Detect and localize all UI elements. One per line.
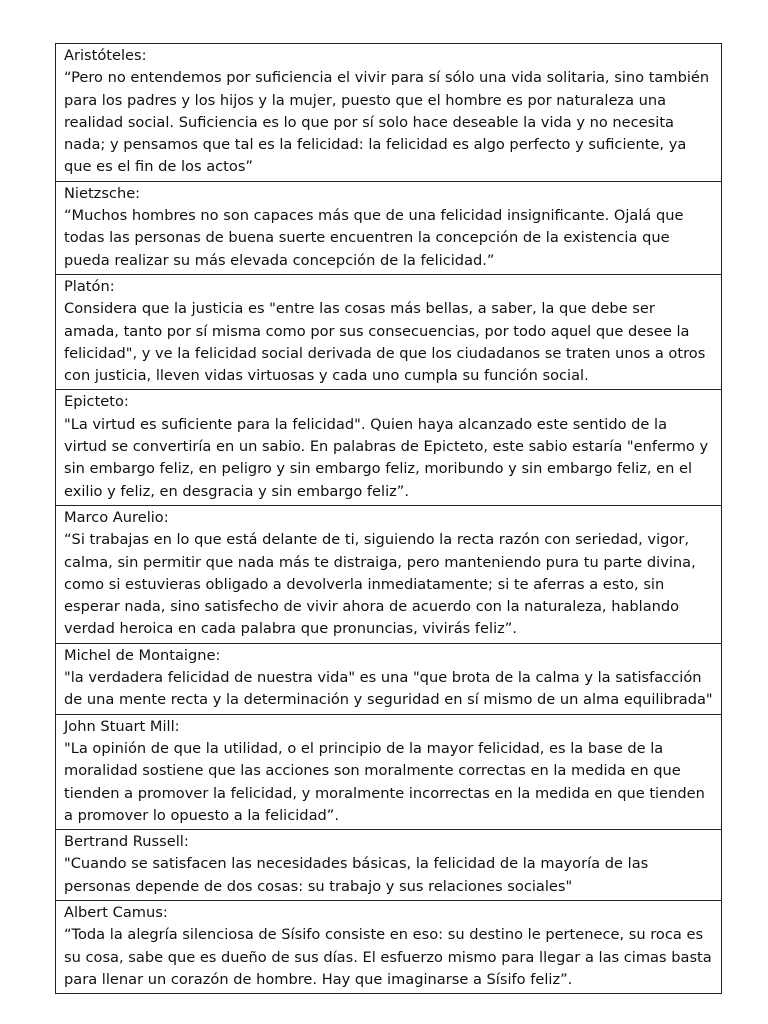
entry-quote: "la verdadera felicidad de nuestra vida" es una "que brota de la calma y la satisfacción de una mente recta y la determinación y seguridad en sí mismo de un alma equilibrada" — [64, 669, 713, 709]
entry-montaigne — [56, 643, 721, 714]
entry-aristoteles — [56, 44, 721, 181]
entry-author: Aristóteles: — [64, 47, 147, 64]
entry-russell — [56, 829, 721, 900]
entry-quote: "La virtud es suficiente para la felicidad". Quien haya alcanzado este sentido de la virtud se convertiría en un sabio. En palabras de Epicteto, este sabio estaría "enfermo y sin embargo feliz, en peligro y sin embargo feliz, moribundo y sin embargo feliz, en el exilio y feliz, en desgracia y sin embargo feliz”. — [64, 415, 709, 500]
entry-author: John Stuart Mill: — [64, 717, 180, 735]
entry-quote: “Toda la alegría silenciosa de Sísifo consiste en eso: su destino le pertenece, su roca es su cosa, sabe que es dueño de sus días. El esfuerzo mismo para llegar a las cimas basta para llenar un corazón de hombre. Hay que imaginarse a Sísifo feliz”. — [64, 926, 712, 988]
entry-author: Epicteto: — [64, 393, 129, 411]
entry-quote: “Muchos hombres no son capaces más que de una felicidad insignificante. Ojalá que todas las personas de buena suerte encuentren la concepción de la existencia que pueda realizar su más elevada concepción de la felicidad.” — [64, 207, 684, 269]
entry-quote: Considera que la justicia es "entre las cosas más bellas, a saber, la que debe ser amada, tanto por sí misma como por sus consecuencias, por todo aquel que desee la felicidad", y ve la felicidad social derivada de que los ciudadanos se traten unos a otros con justicia, lleven vidas virtuosas y cada uno cumpla su función social. — [64, 300, 706, 385]
entry-camus — [56, 900, 721, 993]
entry-quote: "La opinión de que la utilidad, o el principio de la mayor felicidad, es la base de la moralidad sostiene que las acciones son moralmente correctas en la medida en que tienden a promover la felicidad, y moralmente incorrectas en la medida en que tienden a promover lo opuesto a la felicidad”. — [64, 739, 705, 824]
entry-author: Albert Camus: — [64, 903, 168, 921]
entry-mill — [56, 714, 721, 829]
entry-epicteto — [56, 389, 721, 504]
quote-table — [55, 43, 722, 994]
entry-platon — [56, 274, 721, 389]
entry-quote: "Cuando se satisfacen las necesidades básicas, la felicidad de la mayoría de las personas depende de dos cosas: su trabajo y sus relaciones sociales" — [64, 855, 649, 895]
entry-author: Nietzsche: — [64, 184, 141, 202]
entry-nietzsche — [56, 181, 721, 274]
entry-author: Marco Aurelio: — [64, 508, 169, 526]
entry-marco-aurelio — [56, 505, 721, 643]
entry-quote: “Pero no entendemos por suficiencia el vivir para sí sólo una vida solitaria, sino también para los padres y los hijos y la mujer, puesto que el hombre es por naturaleza una realidad social. Suficiencia es lo que por sí solo hace deseable la vida y no necesita nada; y pensamos que tal es la felicidad: la felicidad es algo perfecto y suficiente, ya que es el fin de los actos” — [64, 69, 710, 176]
entry-quote: “Si trabajas en lo que está delante de ti, siguiendo la recta razón con seriedad, vigor, calma, sin permitir que nada más te distraiga, pero manteniendo pura tu parte divina, como si estuvieras obligado a devolverla inmediatamente; si te aferras a esto, sin esperar nada, sino satisfecho de vivir ahora de acuerdo con la naturaleza, hablando verdad heroica en cada palabra que pronuncias, vivirás feliz”. — [64, 531, 696, 638]
entry-author: Platón: — [64, 277, 115, 295]
entry-author: Michel de Montaigne: — [64, 646, 221, 664]
entry-author: Bertrand Russell: — [64, 833, 189, 851]
